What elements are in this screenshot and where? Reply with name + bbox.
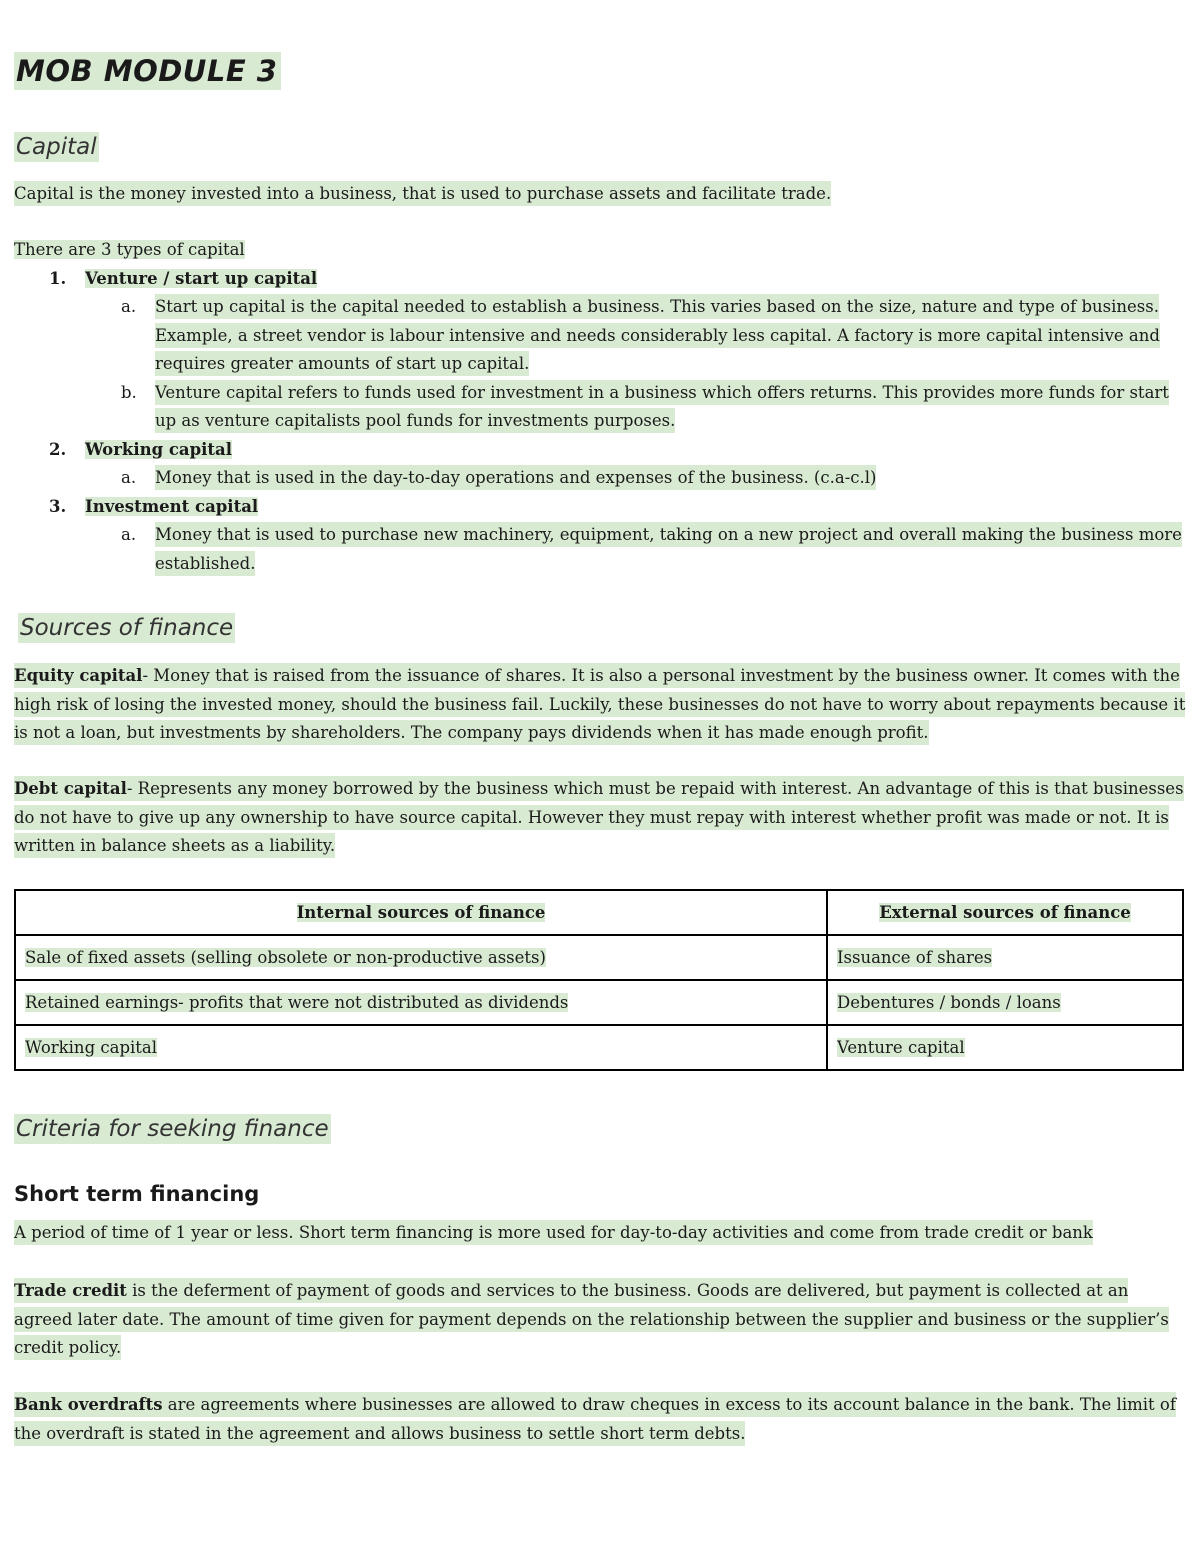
- list-item-type-1: [14, 265, 1186, 294]
- cell-text: Issuance of shares: [837, 948, 993, 967]
- cell-text: Working capital: [25, 1038, 158, 1057]
- capital-definition: [14, 180, 1186, 209]
- table-cell: [827, 935, 1183, 980]
- table-cell: [827, 1025, 1183, 1070]
- sublist-text: Money that is used in the day-to-day operations and expenses of the business. (c.a-c.l): [155, 465, 876, 490]
- header-text: Internal sources of finance: [296, 903, 546, 922]
- cell-text: Sale of fixed assets (selling obsolete or non-productive assets): [25, 948, 546, 967]
- table-cell: [15, 1025, 827, 1070]
- table-cell: [15, 980, 827, 1025]
- table-cell: [827, 980, 1183, 1025]
- short-term-heading: Short term financing: [14, 1182, 260, 1206]
- debt-capital-text: - Represents any money borrowed by the business which must be repaid with interest. An advantage of this is that businesses do not have to give up any ownership to have source capital. However they must repay with interest whether profit was made or not. It is written in balance sheets as a liability.: [14, 779, 1184, 855]
- table-header-internal: [15, 890, 827, 935]
- trade-credit-term: Trade credit: [14, 1281, 127, 1300]
- list-item-label: Working capital: [85, 439, 232, 459]
- document-title: MOB MODULE 3: [14, 52, 281, 90]
- sublist-item: [14, 379, 1186, 436]
- list-item-type-2: [14, 436, 1186, 465]
- sublist-letter: b.: [121, 382, 137, 402]
- table-cell: [15, 935, 827, 980]
- cell-text: Retained earnings- profits that were not distributed as dividends: [25, 993, 569, 1012]
- sublist-item: [14, 464, 1186, 493]
- sublist-item: [14, 293, 1186, 379]
- short-term-text: A period of time of 1 year or less. Short term financing is more used for day-to-day activities and come from trade credit or bank: [14, 1220, 1093, 1245]
- short-term-paragraph: [14, 1219, 1186, 1248]
- trade-credit-text: is the deferment of payment of goods and services to the business. Goods are delivered, but payment is collected at an agreed later date. The amount of time given for payment depends on the relationship between the supplier and business or the supplier’s credit policy.: [14, 1281, 1169, 1357]
- table-header-external: [827, 890, 1183, 935]
- cell-text: Venture capital: [837, 1038, 965, 1057]
- table-row: [15, 980, 1183, 1025]
- sublist-letter: a.: [121, 525, 137, 544]
- equity-capital-text: - Money that is raised from the issuance of shares. It is also a personal investment by the business owner. It comes with the high risk of losing the invested money, should the business fail. Luckily, these businesses do not have to worry about repayments because it is not a loan, but investments by shareholders. The company pays dividends when it has made enough profit.: [14, 666, 1186, 742]
- list-item-type-3: [14, 493, 1186, 522]
- capital-definition-text: Capital is the money invested into a business, that is used to purchase assets and facilitate trade.: [14, 181, 831, 206]
- sublist-letter: a.: [121, 297, 137, 316]
- equity-capital-term: Equity capital: [14, 666, 143, 685]
- capital-heading: Capital: [16, 134, 97, 160]
- capital-types-intro-text: There are 3 types of capital: [14, 240, 245, 259]
- debt-capital-term: Debt capital: [14, 779, 127, 798]
- bank-overdraft-term: Bank overdrafts: [14, 1395, 163, 1414]
- sources-heading: Sources of finance: [20, 615, 234, 641]
- trade-credit-paragraph: [14, 1277, 1186, 1363]
- equity-capital-paragraph: [14, 662, 1186, 748]
- bank-overdraft-paragraph: [14, 1391, 1186, 1448]
- list-number: 2.: [49, 439, 67, 459]
- sublist-text: Venture capital refers to funds used for investment in a business which offers returns. This provides more funds for start up as venture capitalists pool funds for investments purposes.: [155, 380, 1169, 434]
- list-number: 3.: [49, 496, 67, 516]
- table-row: [15, 935, 1183, 980]
- sublist-text: Start up capital is the capital needed to establish a business. This varies based on the size, nature and type of business. Example, a street vendor is labour intensive and needs considerably less capital. A factory is more capital intensive and requires greater amounts of start up capital.: [155, 294, 1160, 376]
- list-number: 1.: [49, 268, 67, 288]
- debt-capital-paragraph: [14, 775, 1186, 861]
- header-text: External sources of finance: [879, 903, 1131, 922]
- list-item-label: Venture / start up capital: [85, 268, 318, 288]
- sublist-item: [14, 521, 1186, 578]
- cell-text: Debentures / bonds / loans: [837, 993, 1061, 1012]
- list-item-label: Investment capital: [85, 496, 259, 516]
- capital-types-list: [14, 236, 1186, 578]
- criteria-heading: Criteria for seeking finance: [16, 1116, 329, 1142]
- capital-types-intro: [14, 236, 1186, 265]
- sublist-text: Money that is used to purchase new machinery, equipment, taking on a new project and overall making the business more established.: [155, 522, 1182, 576]
- sublist-letter: a.: [121, 468, 137, 487]
- sources-table: [14, 889, 1184, 1071]
- bank-overdraft-text: are agreements where businesses are allowed to draw cheques in excess to its account balance in the bank. The limit of the overdraft is stated in the agreement and allows business to settle short term debts.: [14, 1395, 1176, 1443]
- table-header-row: [15, 890, 1183, 935]
- table-row: [15, 1025, 1183, 1070]
